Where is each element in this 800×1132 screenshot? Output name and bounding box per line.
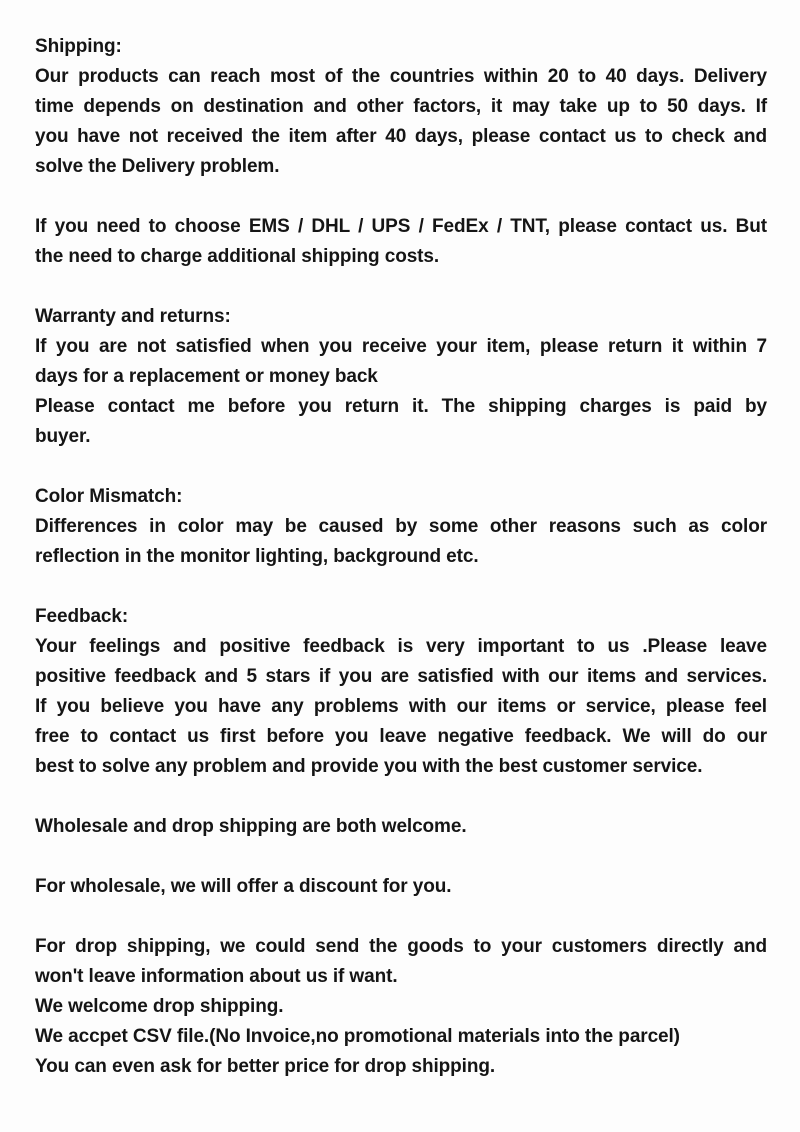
text-line: Our products can reach most of the countries within 20 to 40 days. Delivery: [35, 66, 767, 87]
text-line: If you need to choose EMS / DHL / UPS / FedEx / TNT, please contact us. But: [35, 216, 767, 237]
text-line: Differences in color may be caused by some other reasons such as color: [35, 516, 767, 537]
text-line: You can even ask for better price for drop shipping.: [35, 1056, 496, 1077]
text-line: you have not received the item after 40 days, please contact us to check and: [35, 126, 767, 147]
text-line: Feedback:: [35, 606, 129, 627]
text-line: Warranty and returns:: [35, 306, 231, 327]
text-line: positive feedback and 5 stars if you are satisfied with our items and services.: [35, 666, 767, 687]
section-feedback: [35, 602, 767, 782]
section-shipping: [35, 32, 767, 182]
text-line: Color Mismatch:: [35, 486, 183, 507]
text-line: buyer.: [35, 426, 91, 447]
text-line: reflection in the monitor lighting, background etc.: [35, 546, 479, 567]
text-line: days for a replacement or money back: [35, 366, 378, 387]
text-line: If you are not satisfied when you receive your item, please return it within 7: [35, 336, 767, 357]
text-line: Shipping:: [35, 36, 122, 57]
text-line: Your feelings and positive feedback is very important to us .Please leave: [35, 636, 767, 657]
text-line: We accpet CSV file.(No Invoice,no promotional materials into the parcel): [35, 1026, 680, 1047]
text-line: free to contact us first before you leave negative feedback. We will do our: [35, 726, 767, 747]
section-express-couriers: [35, 212, 767, 272]
text-line: the need to charge additional shipping costs.: [35, 246, 440, 267]
section-color-mismatch: [35, 482, 767, 572]
text-line: time depends on destination and other factors, it may take up to 50 days. If: [35, 96, 767, 117]
text-line: won't leave information about us if want.: [35, 966, 398, 987]
text-line: We welcome drop shipping.: [35, 996, 284, 1017]
document-body: [35, 32, 767, 1082]
text-line: For wholesale, we will offer a discount for you.: [35, 876, 452, 897]
section-drop-shipping: [35, 932, 767, 1082]
text-line: If you believe you have any problems with our items or service, please feel: [35, 696, 767, 717]
text-line: solve the Delivery problem.: [35, 156, 280, 177]
section-warranty-and-returns: [35, 302, 767, 452]
text-line: Wholesale and drop shipping are both welcome.: [35, 816, 467, 837]
section-wholesale-drop-shipping-welcome: [35, 812, 767, 842]
text-line: best to solve any problem and provide you with the best customer service.: [35, 756, 703, 777]
section-wholesale-discount: [35, 872, 767, 902]
text-line: For drop shipping, we could send the goods to your customers directly and: [35, 936, 767, 957]
text-line: Please contact me before you return it. The shipping charges is paid by: [35, 396, 767, 417]
